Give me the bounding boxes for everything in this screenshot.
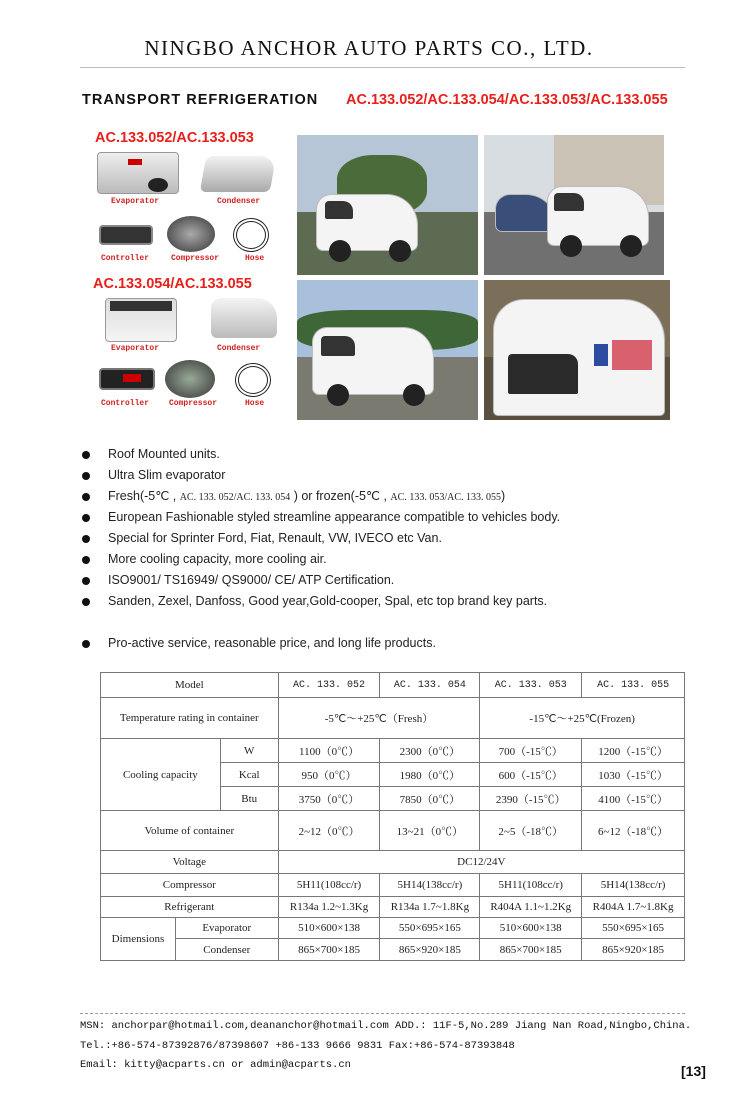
- feature-item: Sanden, Zexel, Danfoss, Good year,Gold-cooper, Spal, etc top brand key parts.: [82, 591, 560, 612]
- unit-label: Btu: [220, 787, 278, 811]
- table-row: [101, 939, 685, 961]
- feature-item: [82, 486, 560, 507]
- header-cell: Model: [101, 673, 279, 698]
- header-cell: AC. 133. 052: [278, 673, 380, 698]
- table-cell: 1200（-15℃）: [582, 739, 685, 763]
- feature-text: ) or frozen(-5℃ ,: [290, 489, 391, 503]
- table-cell: 5H11(108cc/r): [480, 874, 582, 897]
- vans-photo: [484, 135, 664, 275]
- header-divider: [80, 67, 685, 68]
- feature-item: Pro-active service, reasonable price, and long life products.: [82, 633, 560, 654]
- table-cell: R404A 1.7~1.8Kg: [582, 897, 685, 918]
- group2-title: AC.133.054/AC.133.055: [93, 276, 252, 292]
- feature-item: European Fashionable styled streamline appearance compatible to vehicles body.: [82, 507, 560, 528]
- spec-table: [100, 672, 685, 961]
- part-label: Compressor: [169, 399, 218, 408]
- feature-list: [82, 444, 560, 654]
- part-label: Hose: [245, 254, 265, 263]
- row-label: Evaporator: [175, 918, 278, 939]
- feature-item: Special for Sprinter Ford, Fiat, Renault, VW, IVECO etc Van.: [82, 528, 560, 549]
- feature-item: Roof Mounted units.: [82, 444, 560, 465]
- footer-phone: Tel.:+86-574-87392876/87398607 +86-133 9666 9831 Fax:+86-574-87393848: [80, 1040, 515, 1052]
- table-cell: 13~21（0℃）: [380, 811, 480, 851]
- table-row: [101, 897, 685, 918]
- table-cell: 600（-15℃）: [480, 763, 582, 787]
- table-row: [101, 673, 685, 698]
- hose-image: [233, 218, 269, 252]
- hose-image: [235, 363, 271, 397]
- condenser-image: [211, 298, 277, 338]
- feature-item: Ultra Slim evaporator: [82, 465, 560, 486]
- parts-panel: [93, 128, 293, 413]
- row-label: Condenser: [175, 939, 278, 961]
- condenser-image: [200, 156, 276, 192]
- header-cell: AC. 133. 054: [380, 673, 480, 698]
- part-label: Compressor: [171, 254, 220, 263]
- table-row: [101, 739, 685, 763]
- feature-models: AC. 133. 053/AC. 133. 055: [390, 492, 501, 503]
- feature-text: ): [500, 489, 506, 503]
- table-cell: DC12/24V: [278, 851, 684, 874]
- evaporator-image: [105, 298, 177, 342]
- table-cell: 865×700×185: [278, 939, 380, 961]
- table-cell: 5H14(138cc/r): [380, 874, 480, 897]
- table-cell: R134a 1.7~1.8Kg: [380, 897, 480, 918]
- model-numbers: AC.133.052/AC.133.054/AC.133.053/AC.133.055: [346, 92, 668, 108]
- row-label: Refrigerant: [101, 897, 279, 918]
- table-cell: 1100（0℃）: [278, 739, 380, 763]
- part-label: Evaporator: [111, 197, 160, 206]
- table-cell: -5℃～+25℃（Fresh）: [278, 698, 480, 739]
- compressor-image: [165, 360, 215, 398]
- table-cell: 510×600×138: [480, 918, 582, 939]
- page-number: [13]: [681, 1063, 706, 1079]
- table-cell: 865×920×185: [380, 939, 480, 961]
- evaporator-image: [97, 152, 179, 194]
- table-row: [101, 811, 685, 851]
- table-cell: 3750（0℃）: [278, 787, 380, 811]
- header-cell: AC. 133. 055: [582, 673, 685, 698]
- footer-msn-address: MSN: anchorpar@hotmail.com,deananchor@hotmail.com ADD.: 11F-5,No.289 Jiang Nan Road,Ningbo,China.: [80, 1020, 692, 1032]
- table-cell: 5H11(108cc/r): [278, 874, 380, 897]
- van-photo: [297, 280, 478, 420]
- part-label: Evaporator: [111, 344, 160, 353]
- table-cell: 4100（-15℃）: [582, 787, 685, 811]
- van-roof-unit-photo: [484, 280, 670, 420]
- row-label: Voltage: [101, 851, 279, 874]
- part-label: Condenser: [217, 197, 261, 206]
- row-label: Dimensions: [101, 918, 176, 961]
- table-cell: 950（0℃）: [278, 763, 380, 787]
- table-cell: 550×695×165: [380, 918, 480, 939]
- part-label: Controller: [101, 254, 150, 263]
- table-cell: 510×600×138: [278, 918, 380, 939]
- table-cell: 865×920×185: [582, 939, 685, 961]
- footer-email: Email: kitty@acparts.cn or admin@acparts.cn: [80, 1059, 351, 1071]
- company-title: NINGBO ANCHOR AUTO PARTS CO., LTD.: [144, 36, 594, 60]
- table-cell: 5H14(138cc/r): [582, 874, 685, 897]
- unit-label: Kcal: [220, 763, 278, 787]
- table-cell: 2300（0℃）: [380, 739, 480, 763]
- group1-title: AC.133.052/AC.133.053: [95, 130, 254, 146]
- table-cell: R134a 1.2~1.3Kg: [278, 897, 380, 918]
- row-label: Compressor: [101, 874, 279, 897]
- table-cell: 2~12（0℃）: [278, 811, 380, 851]
- row-label: Cooling capacity: [101, 739, 221, 811]
- part-label: Hose: [245, 399, 265, 408]
- table-cell: 1030（-15℃）: [582, 763, 685, 787]
- table-cell: 1980（0℃）: [380, 763, 480, 787]
- header-cell: AC. 133. 053: [480, 673, 582, 698]
- row-label: Temperature rating in container: [101, 698, 279, 739]
- table-row: [101, 698, 685, 739]
- section-heading: TRANSPORT REFRIGERATION: [82, 92, 319, 108]
- table-row: [101, 851, 685, 874]
- table-cell: 865×700×185: [480, 939, 582, 961]
- controller-image: [99, 368, 155, 390]
- table-cell: 2~5（-18℃）: [480, 811, 582, 851]
- feature-item: More cooling capacity, more cooling air.: [82, 549, 560, 570]
- table-row: [101, 874, 685, 897]
- feature-models: AC. 133. 052/AC. 133. 054: [179, 492, 291, 503]
- table-cell: 550×695×165: [582, 918, 685, 939]
- feature-text: Fresh(-5℃ ,: [108, 489, 180, 503]
- table-row: [101, 918, 685, 939]
- table-cell: -15℃～+25℃(Frozen): [480, 698, 685, 739]
- part-label: Condenser: [217, 344, 261, 353]
- unit-label: W: [220, 739, 278, 763]
- table-cell: 6~12（-18℃）: [582, 811, 685, 851]
- van-photo: [297, 135, 478, 275]
- row-label: Volume of container: [101, 811, 279, 851]
- table-cell: 7850（0℃）: [380, 787, 480, 811]
- part-label: Controller: [101, 399, 150, 408]
- controller-image: [99, 225, 153, 245]
- footer-divider: [80, 1013, 685, 1014]
- table-cell: R404A 1.1~1.2Kg: [480, 897, 582, 918]
- compressor-image: [167, 216, 215, 252]
- table-cell: 700（-15℃）: [480, 739, 582, 763]
- table-cell: 2390（-15℃）: [480, 787, 582, 811]
- feature-item: ISO9001/ TS16949/ QS9000/ CE/ ATP Certification.: [82, 570, 560, 591]
